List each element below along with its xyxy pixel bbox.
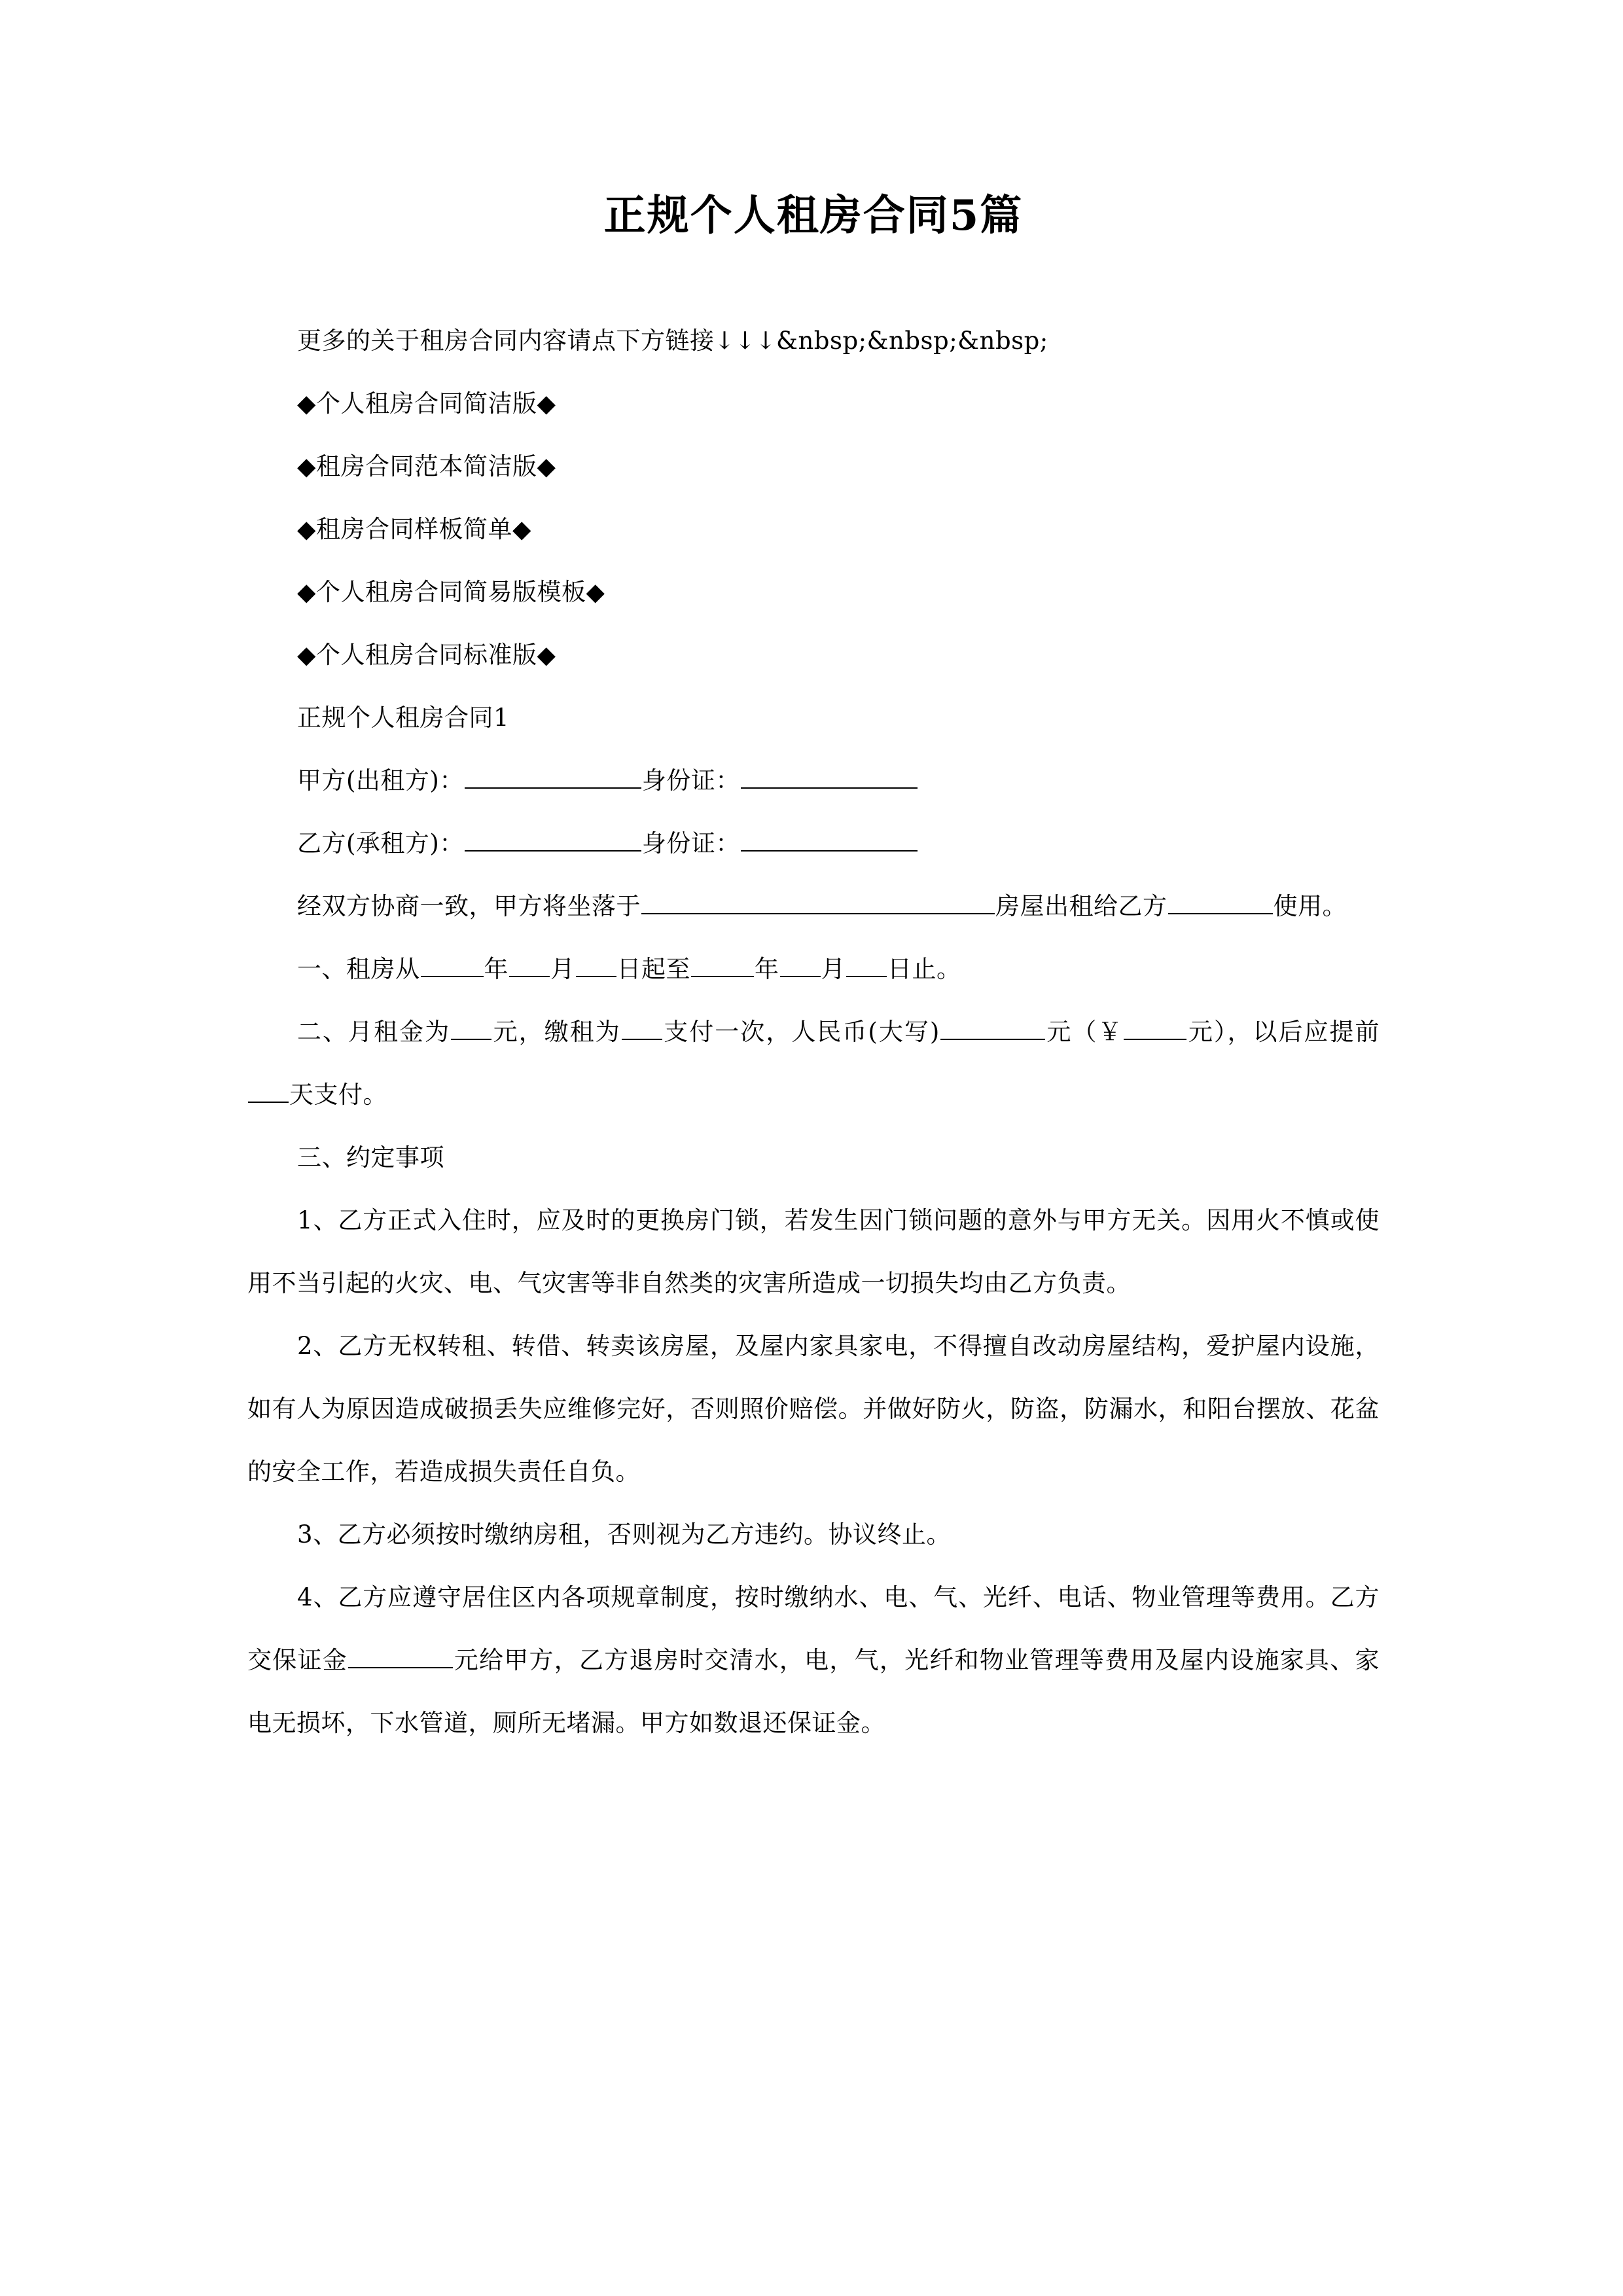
clause-one-seg2: 年 xyxy=(484,954,508,983)
clause-two-seg3: 支付一次，人民币(大写) xyxy=(662,1017,940,1046)
clause-two-seg6: 天支付。 xyxy=(289,1080,387,1109)
preamble-part1: 经双方协商一致，甲方将坐落于 xyxy=(297,891,641,920)
clause-two-seg5: 元），以后应提前 xyxy=(1187,1017,1380,1046)
clause-two-seg4: 元（￥ xyxy=(1045,1017,1124,1046)
term-4-text-part2: 元给甲方，乙方退房时交清水，电，气，光纤和物业管理等费用及屋内设施家具、家电无损坏，下水管道，厕所无堵漏。甲方如数退还保证金。 xyxy=(247,1645,1380,1737)
tenant-id-blank[interactable] xyxy=(741,829,918,852)
term-2-number: 2、 xyxy=(297,1331,338,1360)
landlord-role-label: 甲方(出租方)： xyxy=(297,766,464,795)
link-item-1[interactable]: ◆个人租房合同简洁版◆ xyxy=(297,389,556,418)
property-address-blank[interactable] xyxy=(641,892,995,914)
payment-period-blank[interactable] xyxy=(622,1018,662,1040)
section-heading: 正规个人租房合同1 xyxy=(297,703,510,732)
clause-one-seg6: 月 xyxy=(821,954,846,983)
term-item-1 xyxy=(247,1189,1380,1315)
end-month-blank[interactable] xyxy=(780,955,821,977)
page-title: 正规个人租房合同5篇 xyxy=(603,191,1024,240)
term-2-text: 乙方无权转租、转借、转卖该房屋，及屋内家具家电，不得擅自改动房屋结构，爱护屋内设施，如有人为原因造成破损丢失应维修完好，否则照价赔偿。并做好防火，防盗，防漏水，和阳台摆放、花盆的安全工作，若造成损失责任自负。 xyxy=(247,1331,1380,1486)
term-3-text: 乙方必须按时缴纳房租，否则视为乙方违约。协议终止。 xyxy=(337,1520,952,1549)
term-1-text: 乙方正式入住时，应及时的更换房门锁，若发生因门锁问题的意外与甲方无关。因用火不慎或使用不当引起的火灾、电、气灾害等非自然类的灾害所造成一切损失均由乙方负责。 xyxy=(247,1206,1380,1297)
clause-one-seg5: 年 xyxy=(755,954,779,983)
preamble-part3: 使用。 xyxy=(1273,891,1347,920)
link-item-5[interactable]: ◆个人租房合同标准版◆ xyxy=(297,640,556,669)
preamble-part2: 房屋出租给乙方 xyxy=(995,891,1168,920)
clause-two-number: 二、 xyxy=(297,1017,349,1046)
term-4-text-part1: 乙方应遵守居住区内各项规章制度，按时缴纳水、电、气、光纤、电话、物业管理等费用。乙方交保证金 xyxy=(247,1583,1380,1674)
deposit-amount-blank[interactable] xyxy=(348,1646,453,1668)
term-item-3 xyxy=(247,1503,1380,1566)
link-item-3[interactable]: ◆租房合同样板简单◆ xyxy=(297,514,531,543)
preamble-paragraph xyxy=(247,875,1380,938)
clause-two xyxy=(247,1001,1380,1126)
party-row-landlord xyxy=(247,749,1380,812)
rent-in-words-blank[interactable] xyxy=(940,1018,1045,1040)
start-day-blank[interactable] xyxy=(576,955,616,977)
term-4-number: 4、 xyxy=(297,1583,338,1611)
clause-two-seg1: 月租金为 xyxy=(348,1017,451,1046)
advance-days-blank[interactable] xyxy=(248,1081,289,1103)
link-item-4[interactable]: ◆个人租房合同简易版模板◆ xyxy=(297,577,605,606)
clause-two-seg2: 元，缴租为 xyxy=(492,1017,621,1046)
document-content xyxy=(247,0,1380,1755)
clause-one-seg7: 日止。 xyxy=(887,954,961,983)
end-year-blank[interactable] xyxy=(691,955,754,977)
end-day-blank[interactable] xyxy=(846,955,887,977)
tenant-usage-blank[interactable] xyxy=(1168,892,1273,914)
link-item-2[interactable]: ◆租房合同范本简洁版◆ xyxy=(297,452,556,480)
term-item-4 xyxy=(247,1566,1380,1755)
clause-one-seg4: 日起至 xyxy=(616,954,690,983)
tenant-name-blank[interactable] xyxy=(465,829,641,852)
clause-one-number: 一、 xyxy=(297,954,346,983)
term-item-2 xyxy=(247,1315,1380,1503)
tenant-id-label: 身份证： xyxy=(641,829,740,857)
party-row-tenant xyxy=(247,812,1380,875)
start-year-blank[interactable] xyxy=(421,955,484,977)
term-3-number: 3、 xyxy=(297,1520,338,1549)
clause-one-seg1: 租房从 xyxy=(346,954,420,983)
terms-heading: 三、约定事项 xyxy=(297,1143,444,1172)
tenant-role-label: 乙方(承租方)： xyxy=(297,829,464,857)
clause-one xyxy=(247,938,1380,1001)
term-1-number: 1、 xyxy=(297,1206,338,1234)
clause-one-seg3: 月 xyxy=(550,954,575,983)
landlord-id-blank[interactable] xyxy=(741,766,918,789)
start-month-blank[interactable] xyxy=(509,955,550,977)
rent-in-figures-blank[interactable] xyxy=(1124,1018,1186,1040)
intro-line: 更多的关于租房合同内容请点下方链接↓↓↓&nbsp;&nbsp;&nbsp; xyxy=(297,326,1048,355)
landlord-name-blank[interactable] xyxy=(465,766,641,789)
landlord-id-label: 身份证： xyxy=(641,766,740,795)
monthly-rent-blank[interactable] xyxy=(451,1018,491,1040)
